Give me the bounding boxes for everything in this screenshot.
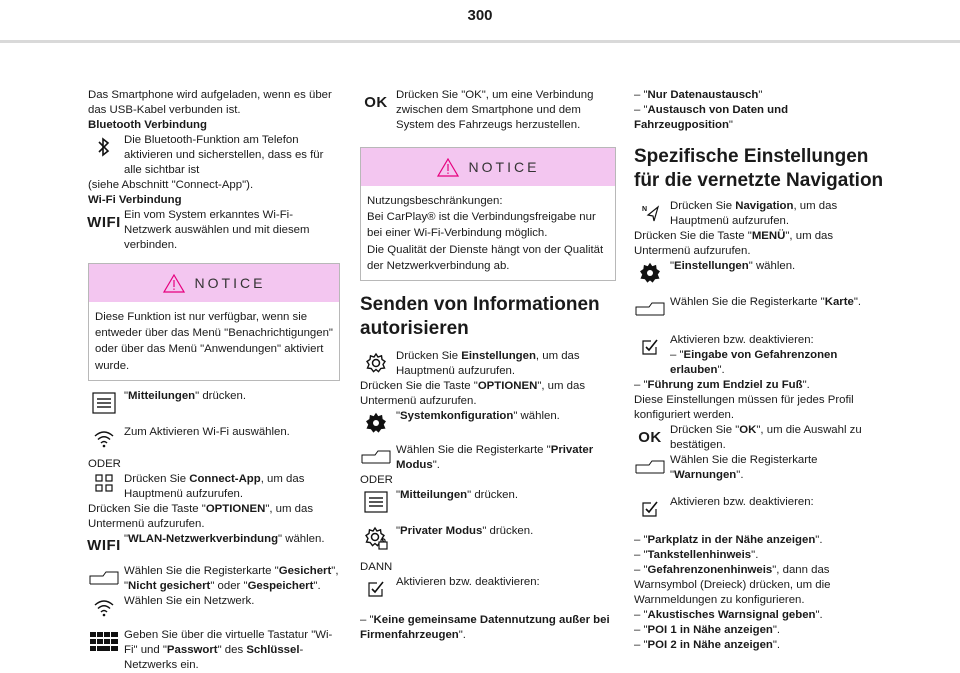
- tab-icon: [88, 564, 120, 592]
- option-austausch-position: – "Austausch von Daten und Fahrzeugposition": [634, 104, 789, 131]
- bluetooth-text-2: (siehe Abschnitt "Connect-App").: [88, 179, 254, 191]
- karte-tab-text: Wählen Sie die Registerkarte "Karte".: [670, 296, 862, 308]
- option-gefahrenzone: – "Gefahrenzonenhinweis", dann das Warnsymbol (Dreieck) drücken, um die Warnmeldungen zu konfigurieren.: [634, 564, 831, 606]
- usb-charging-text: Das Smartphone wird aufgeladen, wenn es über das USB-Kabel verbunden ist.: [88, 89, 332, 116]
- option-poi2: – "POI 2 in Nähe anzeigen".: [634, 639, 781, 651]
- option-tankstelle: – "Tankstellenhinweis".: [634, 549, 759, 561]
- notice-text: Diese Funktion ist nur verfügbar, wenn sie entweder über das Menü "Benachrichtigungen" oder über das Menü "Anwendungen" aktiviert wurde.: [95, 311, 333, 372]
- column-1: [88, 88, 340, 673]
- checkbox-toggle-icon: [360, 575, 392, 603]
- settings-gear-icon-3: [634, 259, 666, 287]
- notice-box-2: [360, 147, 616, 281]
- column-3: [634, 88, 888, 653]
- keyboard-icon: [88, 628, 120, 656]
- page-number: 300: [467, 7, 493, 24]
- checkbox-toggle-icon: [634, 495, 666, 523]
- optionen-text-2: Drücken Sie die Taste "OPTIONEN", um das Untermenü aufzurufen.: [360, 380, 586, 408]
- apps-grid-icon: [88, 472, 120, 494]
- toggle-text-4: Aktivieren bzw. deaktivieren:: [670, 496, 814, 508]
- list-menu-icon: [88, 389, 120, 417]
- list-menu-icon: [360, 488, 392, 516]
- bluetooth-icon: [88, 133, 120, 161]
- notice-text: Nutzungsbeschränkungen: Bei CarPlay® ist die Verbindungsfreigabe nur bei einer Wi-Fi-Verbindung möglich. Die Qualität der Dienste hängt von der Qualität der Netzwerkverbindung ab.: [367, 195, 604, 272]
- oder-label-2: ODER: [360, 474, 393, 487]
- privater-modus-text: "Privater Modus" drücken.: [396, 525, 534, 538]
- option-nur-datenaustausch: – "Nur Datenaustausch": [634, 89, 763, 101]
- warning-triangle-icon: [437, 158, 459, 177]
- einstellungen-text: Drücken Sie Einstellungen, um das Hauptmenü aufzurufen.: [396, 350, 580, 378]
- wifi-select-text: Zum Aktivieren Wi-Fi auswählen.: [124, 425, 290, 438]
- connect-app-text: Drücken Sie Connect-App, um das Hauptmenü aufzurufen.: [124, 472, 305, 500]
- svg-text:N: N: [642, 206, 648, 213]
- privacy-gear-icon: [360, 524, 392, 552]
- wlan-text: "WLAN-Netzwerkverbindung" wählen.: [124, 532, 325, 545]
- notice-title: NOTICE: [468, 158, 540, 175]
- ok-icon-2: OK: [638, 428, 662, 446]
- gesichert-tab-text: Wählen Sie die Registerkarte "Gesichert", "Nicht gesichert" oder "Gespeichert".: [124, 564, 339, 592]
- network-select-text: Wählen Sie ein Netzwerk.: [124, 594, 255, 607]
- keyboard-text: Geben Sie über die virtuelle Tastatur "Wi-Fi" und "Passwort" des Schlüssel-Netzwerks ein.: [124, 628, 333, 671]
- ok-icon: OK: [364, 93, 388, 111]
- settings-gear-icon: [360, 349, 392, 377]
- header-rule: [0, 40, 960, 43]
- oder-label: ODER: [88, 457, 121, 470]
- column-2: [360, 88, 616, 643]
- section-heading-navigation: Spezifische Einstellungen für die vernetzte Navigation: [634, 146, 884, 191]
- wifi-heading: Wi-Fi Verbindung: [88, 194, 182, 206]
- navigation-text: Drücken Sie Navigation, um das Hauptmenü aufzurufen.: [670, 200, 838, 227]
- privater-modus-tab-text: Wählen Sie die Registerkarte "Privater Modus".: [396, 444, 594, 472]
- notice-box-1: [88, 263, 340, 381]
- option-warnsignal: – "Akustisches Warnsignal geben".: [634, 609, 823, 621]
- checkbox-toggle-icon: [634, 333, 666, 361]
- warning-triangle-icon: [163, 274, 185, 293]
- toggle-text: Aktivieren bzw. deaktivieren:: [396, 576, 540, 589]
- option-parkplatz: – "Parkplatz in der Nähe anzeigen".: [634, 534, 823, 546]
- tab-icon: [634, 295, 666, 323]
- warnungen-tab-text: Wählen Sie die Registerkarte "Warnungen".: [670, 454, 818, 481]
- wifi-signal-icon: [88, 425, 120, 453]
- optionen-text: Drücken Sie die Taste "OPTIONEN", um das Untermenü aufzurufen.: [88, 502, 314, 530]
- bluetooth-text: Die Bluetooth-Funktion am Telefon aktivieren und sicherstellen, dass es für alle sichtbar ist: [124, 134, 324, 176]
- option-keine-datennutzung: – "Keine gemeinsame Datennutzung außer bei Firmenfahrzeugen".: [360, 614, 610, 642]
- mitteilungen-text-2: "Mitteilungen" drücken.: [396, 489, 519, 502]
- systemkonfiguration-text: "Systemkonfiguration" wählen.: [396, 410, 560, 423]
- bluetooth-heading: Bluetooth Verbindung: [88, 119, 207, 131]
- wifi-text: Ein vom System erkanntes Wi-Fi-Netzwerk auswählen und mit diesem verbinden.: [124, 209, 310, 251]
- dann-label: DANN: [360, 561, 393, 574]
- menu-text: Drücken Sie die Taste "MENÜ", um das Untermenü aufzurufen.: [634, 230, 834, 257]
- tab-icon: [634, 453, 666, 481]
- wifi-text-icon-2: WIFI: [87, 537, 121, 555]
- ok-connect-text: Drücken Sie "OK", um eine Verbindung zwischen dem Smartphone und dem System des Fahrzeugs herzustellen.: [396, 89, 594, 131]
- option-fuehrung: – "Führung zum Endziel zu Fuß".: [634, 379, 810, 391]
- ok-confirm-text: Drücken Sie "OK", um die Auswahl zu bestätigen.: [670, 424, 862, 451]
- tab-icon: [360, 443, 392, 471]
- section-heading-senden: Senden von Informationen autorisieren: [360, 294, 600, 340]
- settings-gear-icon-2: [360, 409, 392, 437]
- wifi-signal-icon-2: [88, 594, 120, 622]
- wifi-text-icon: WIFI: [87, 213, 121, 231]
- mitteilungen-text: "Mitteilungen" drücken.: [124, 389, 247, 402]
- option-poi1: – "POI 1 in Nähe anzeigen".: [634, 624, 781, 636]
- notice-title: NOTICE: [194, 274, 266, 291]
- navigation-compass-icon: [634, 199, 666, 227]
- profile-note: Diese Einstellungen müssen für jedes Profil konfiguriert werden.: [634, 394, 854, 421]
- einstellungen-wählen-text: "Einstellungen" wählen.: [670, 260, 796, 272]
- toggle-text-3: Aktivieren bzw. deaktivieren: – "Eingabe von Gefahrenzonen erlauben".: [670, 334, 838, 376]
